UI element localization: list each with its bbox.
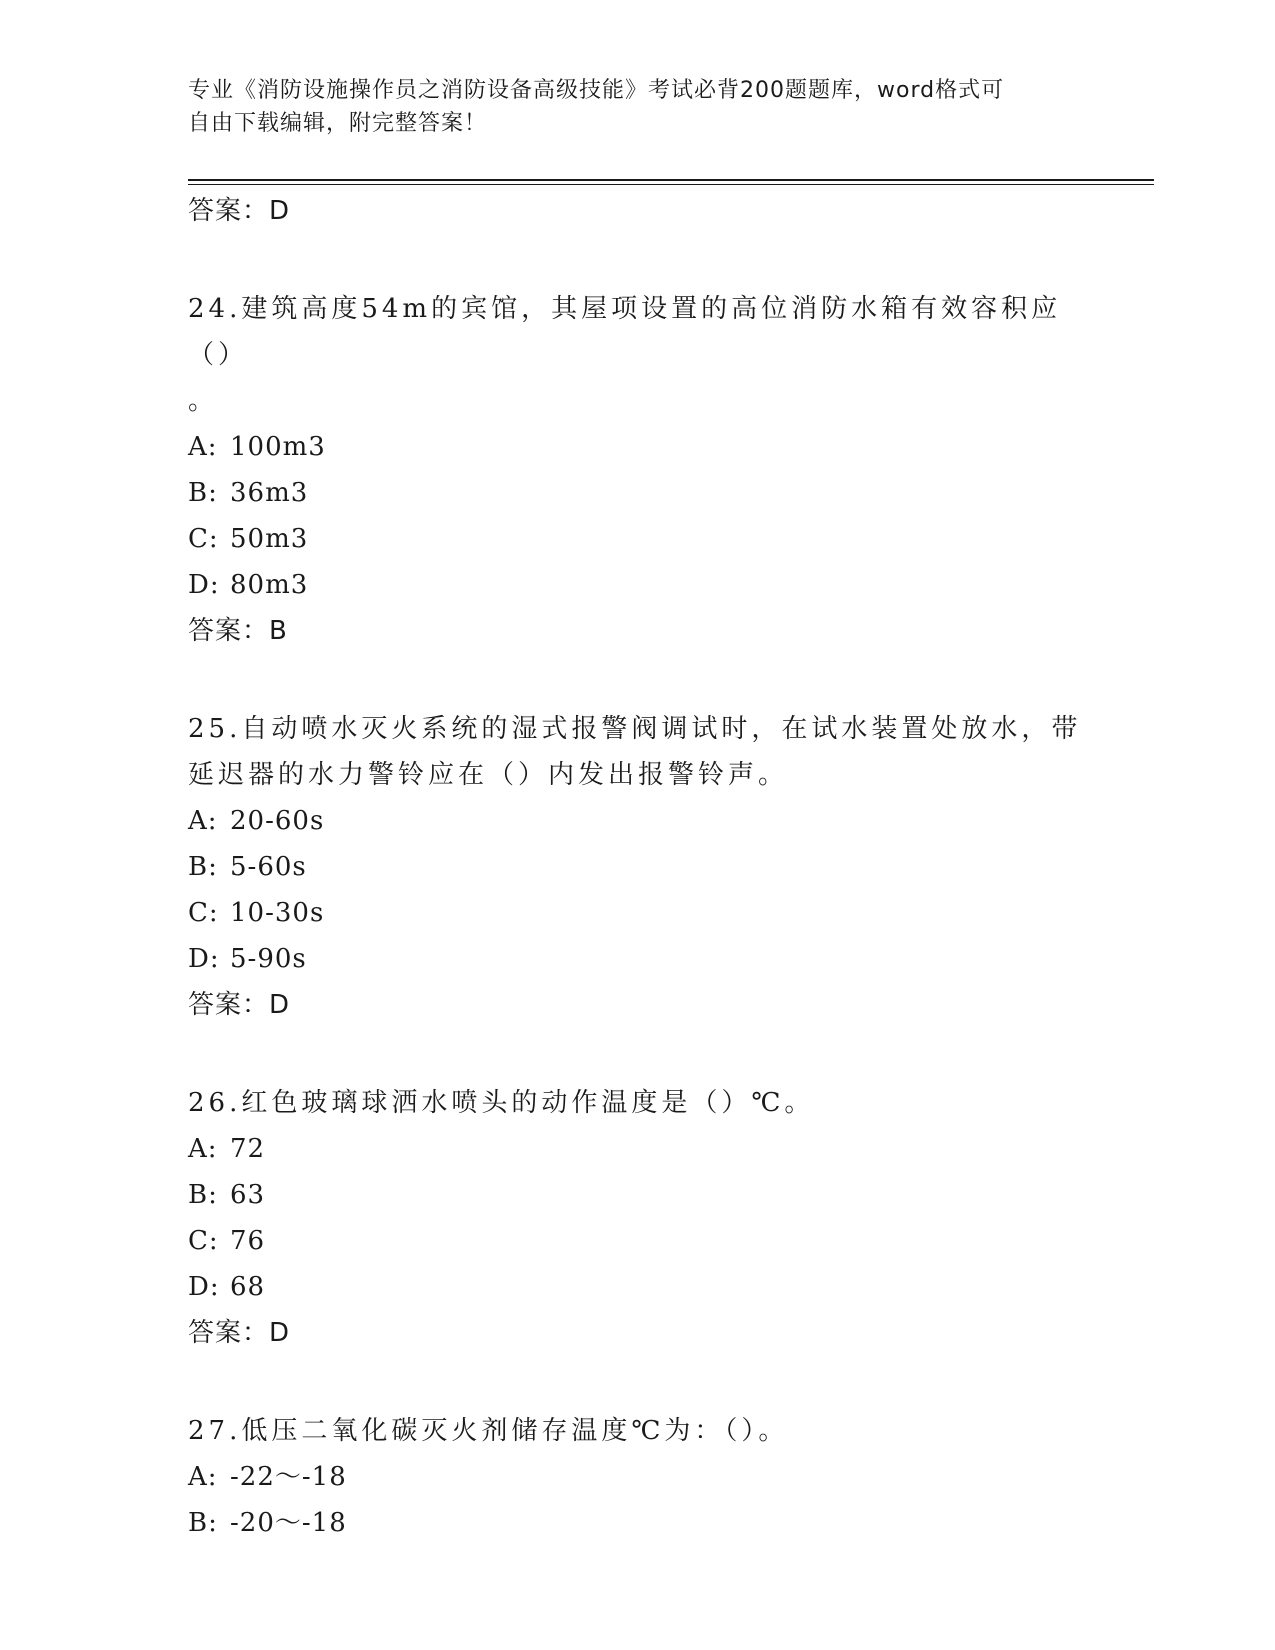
option-letter: B: <box>188 852 218 882</box>
option-text: 20-60s <box>230 806 325 836</box>
option-letter: B: <box>188 1508 218 1538</box>
question-list <box>188 188 1088 1546</box>
option-row <box>188 890 1088 936</box>
option-letter: C: <box>188 524 219 554</box>
option-text: 5-60s <box>230 852 307 882</box>
option-text: 72 <box>230 1134 266 1164</box>
answer-line: 答案：D <box>188 990 291 1020</box>
option-letter: A: <box>188 1134 218 1164</box>
option-row <box>188 1264 1088 1310</box>
option-text: 68 <box>230 1272 266 1302</box>
option-row <box>188 1218 1088 1264</box>
option-text: 63 <box>230 1180 266 1210</box>
option-row <box>188 1500 1088 1546</box>
answer-line: 答案：D <box>188 196 291 226</box>
option-row <box>188 1172 1088 1218</box>
option-row <box>188 1126 1088 1172</box>
option-letter: B: <box>188 1180 218 1210</box>
option-row <box>188 798 1088 844</box>
answer-line: 答案：B <box>188 616 288 646</box>
option-letter: D: <box>188 570 220 600</box>
option-row <box>188 470 1088 516</box>
option-row <box>188 1454 1088 1500</box>
option-letter: D: <box>188 944 220 974</box>
document-header: 专业《消防设施操作员之消防设备高级技能》考试必背200题题库，word格式可 自由下载编辑，附完整答案！ <box>188 78 1005 136</box>
option-row <box>188 844 1088 890</box>
option-text: -20～-18 <box>230 1508 347 1538</box>
option-letter: A: <box>188 1462 218 1492</box>
option-text: -22～-18 <box>230 1462 347 1492</box>
option-row <box>188 424 1088 470</box>
option-letter: D: <box>188 1272 220 1302</box>
option-text: 76 <box>230 1226 266 1256</box>
header-rule <box>188 179 1154 181</box>
option-letter: C: <box>188 898 219 928</box>
option-letter: C: <box>188 1226 219 1256</box>
option-text: 100m3 <box>230 432 326 462</box>
question-text: 24.建筑高度54m的宾馆，其屋项设置的高位消防水箱有效容积应（） 。 <box>188 294 1062 416</box>
option-row <box>188 936 1088 982</box>
option-row <box>188 516 1088 562</box>
option-text: 10-30s <box>230 898 325 928</box>
header-rule-thin <box>188 184 1154 185</box>
option-text: 80m3 <box>230 570 309 600</box>
question-text: 26.红色玻璃球洒水喷头的动作温度是（）℃。 <box>188 1088 815 1118</box>
option-letter: A: <box>188 432 218 462</box>
answer-line: 答案：D <box>188 1318 291 1348</box>
option-text: 5-90s <box>230 944 307 974</box>
option-row <box>188 562 1088 608</box>
option-text: 50m3 <box>230 524 309 554</box>
question-text: 27.低压二氧化碳灭火剂储存温度℃为：（）。 <box>188 1416 789 1446</box>
question-text: 25.自动喷水灭火系统的湿式报警阀调试时，在试水装置处放水，带延迟器的水力警铃应在（）内发出报警铃声。 <box>188 714 1082 790</box>
option-letter: B: <box>188 478 218 508</box>
option-letter: A: <box>188 806 218 836</box>
option-text: 36m3 <box>230 478 309 508</box>
